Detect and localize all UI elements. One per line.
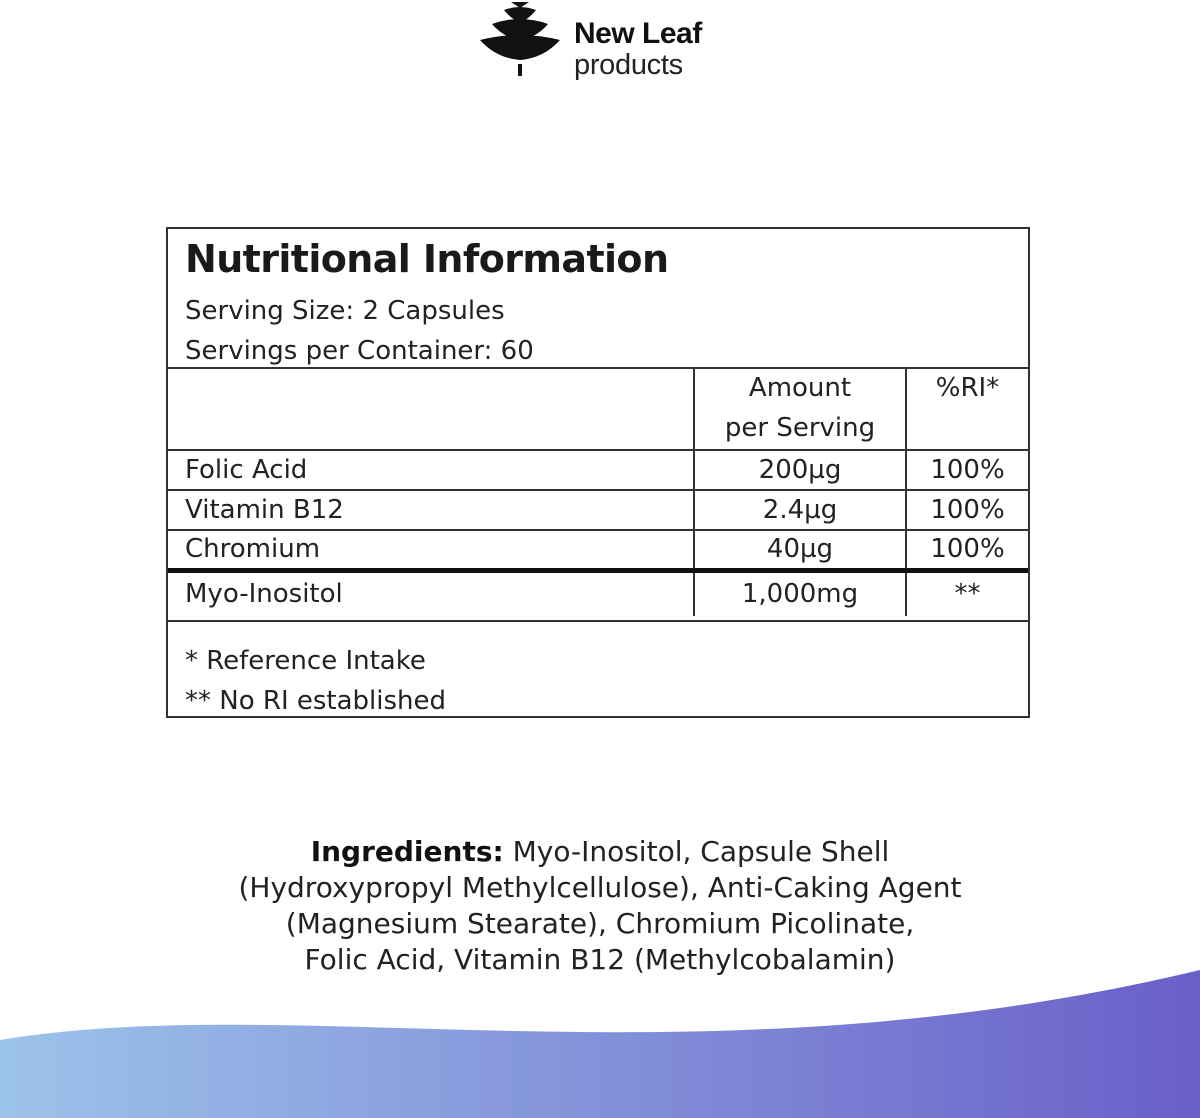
header-blank-cell	[168, 368, 694, 450]
header-amount	[694, 368, 906, 450]
footnotes	[185, 641, 446, 721]
nutrient-ri: 100%	[906, 490, 1028, 530]
table-row	[168, 490, 1028, 530]
nutrient-name: Chromium	[168, 530, 694, 570]
panel-header	[168, 229, 1028, 369]
nutrient-ri: 100%	[906, 530, 1028, 570]
decorative-wave	[0, 960, 1200, 1118]
nutrient-ri: **	[906, 570, 1028, 616]
table-row	[168, 450, 1028, 490]
table-row	[168, 530, 1028, 570]
nutrient-amount: 1,000mg	[694, 570, 906, 616]
ingredients-line-1	[150, 834, 1050, 870]
panel-title: Nutritional Information	[185, 237, 669, 281]
header-amount-line2: per Serving	[724, 413, 876, 443]
table-header-row	[168, 368, 1028, 450]
ingredients-line-2: (Hydroxypropyl Methylcellulose), Anti-Caking Agent	[238, 871, 962, 904]
ingredients-line-4: Folic Acid, Vitamin B12 (Methylcobalamin)	[304, 943, 896, 976]
nutrient-amount: 40µg	[694, 530, 906, 570]
serving-info	[185, 291, 534, 371]
table-row	[168, 570, 1028, 616]
nutrient-name: Vitamin B12	[168, 490, 694, 530]
footnote-no-ri: ** No RI established	[185, 686, 447, 716]
servings-per-container: Servings per Container: 60	[185, 336, 534, 366]
brand-name: New Leaf	[574, 17, 702, 50]
serving-size: Serving Size: 2 Capsules	[185, 296, 505, 326]
footnote-divider	[168, 620, 1028, 622]
nutrition-panel	[166, 227, 1030, 718]
nutrient-name: Myo-Inositol	[168, 570, 694, 616]
nutrition-table	[168, 368, 1028, 616]
ingredients-text	[150, 834, 1050, 978]
nutrient-ri: 100%	[906, 450, 1028, 490]
brand-logo	[478, 0, 738, 90]
brand-subtitle: products	[574, 49, 683, 81]
ingredients-line-1-text: Myo-Inositol, Capsule Shell	[503, 835, 890, 868]
header-ri: %RI*	[906, 368, 1028, 450]
ingredients-line-3: (Magnesium Stearate), Chromium Picolinate,	[285, 907, 915, 940]
nutrient-name: Folic Acid	[168, 450, 694, 490]
ingredients-label: Ingredients:	[310, 835, 504, 868]
nutrient-amount: 200µg	[694, 450, 906, 490]
header-amount-line1: Amount	[748, 373, 852, 403]
nutrient-amount: 2.4µg	[694, 490, 906, 530]
leaf-tree-logo-icon	[478, 0, 562, 84]
footnote-reference-intake: * Reference Intake	[185, 646, 426, 676]
